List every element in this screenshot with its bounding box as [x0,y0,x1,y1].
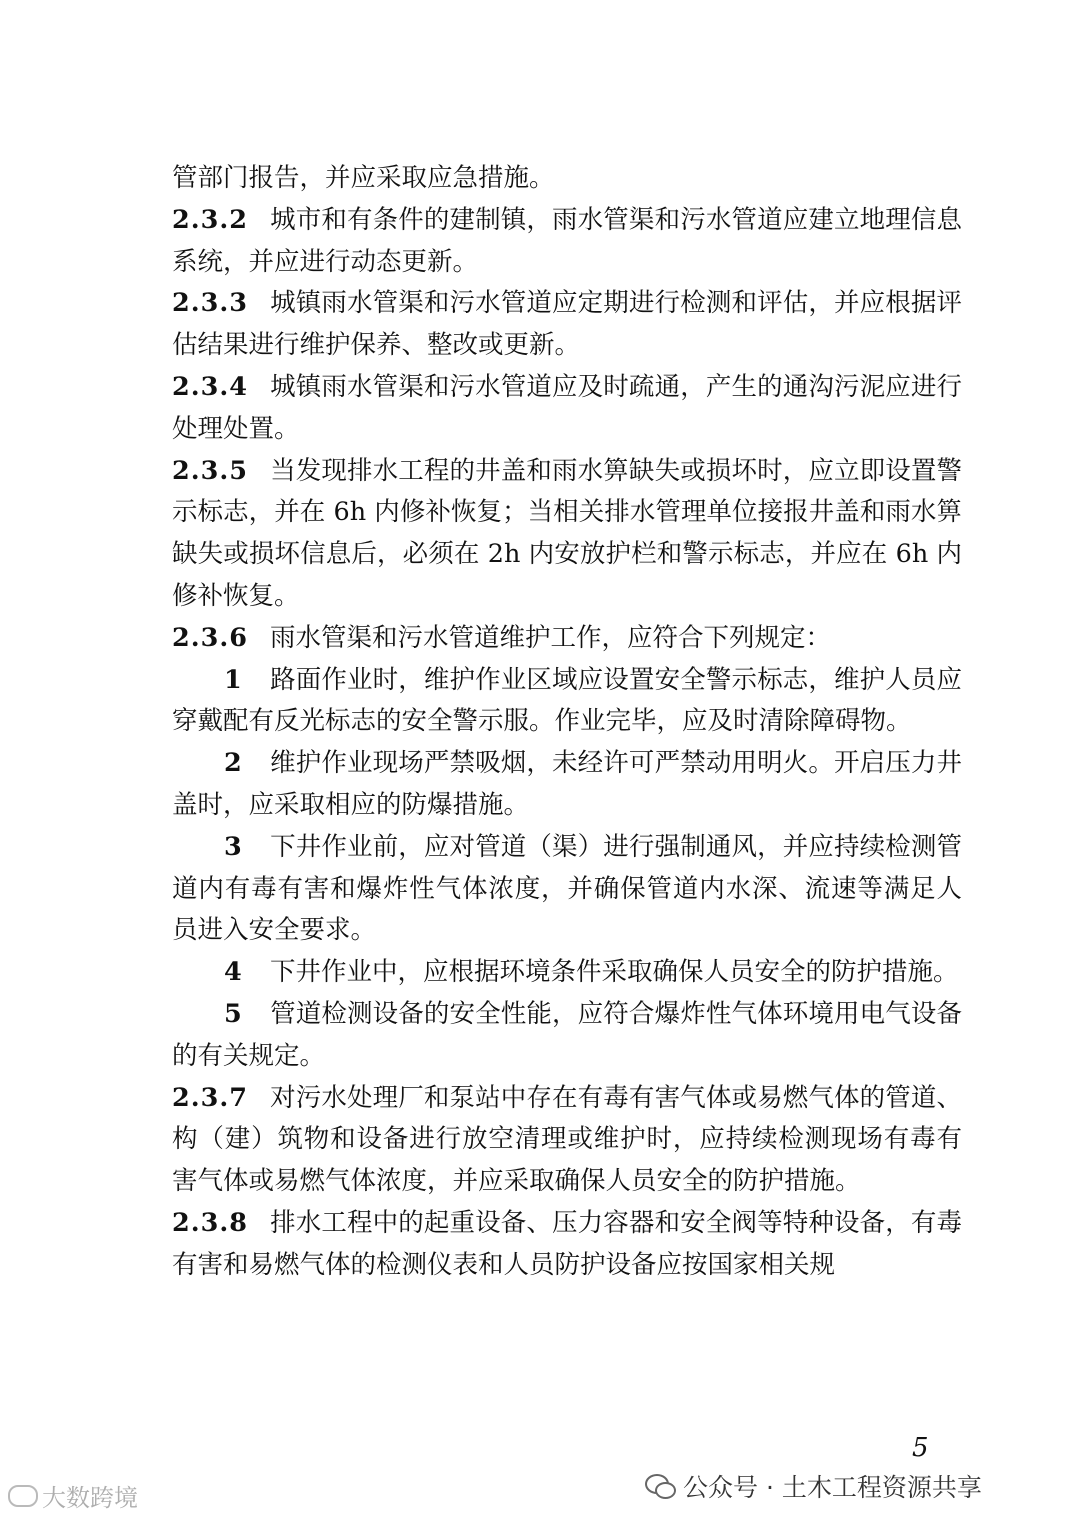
clause-2-3-3 [172,283,962,367]
item-number: 5 [224,998,242,1029]
clause-text: 雨水管渠和污水管道维护工作，应符合下列规定： [270,622,832,653]
watermark-text: 公众号 · 土木工程资源共享 [683,1473,982,1502]
clause-number: 2.3.5 [172,455,248,486]
clause-2-3-2 [172,200,962,284]
clause-text: 对污水处理厂和泵站中存在有毒有害气体或易燃气体的管道、构（建）筑物和设备进行放空清理或维护时，应持续检测现场有毒有害气体或易燃气体浓度，并应采取确保人员安全的防护措施。 [172,1082,962,1197]
clause-text: 城镇雨水管渠和污水管道应及时疏通，产生的通沟污泥应进行处理处置。 [172,371,962,444]
clause-2-3-5 [172,451,962,618]
item-number: 4 [224,957,242,988]
list-item [172,952,962,994]
clause-text: 排水工程中的起重设备、压力容器和安全阀等特种设备，有毒有害和易燃气体的检测仪表和人员防护设备应按国家相关规 [172,1207,962,1280]
list-item [172,994,962,1078]
clause-number: 2.3.7 [172,1082,248,1113]
item-text: 维护作业现场严禁吸烟，未经许可严禁动用明火。开启压力井盖时，应采取相应的防爆措施。 [172,748,962,820]
clause-2-3-6 [172,618,962,660]
paragraph-continuation: 管部门报告，并应采取应急措施。 [172,163,555,193]
wechat-icon [645,1474,675,1498]
clause-number: 2.3.8 [172,1207,248,1238]
item-number: 3 [224,831,242,862]
footer-watermark [645,1468,982,1504]
corner-watermark-text: 大数跨境 [42,1484,138,1512]
watermark-logo-icon [8,1485,38,1507]
clause-2-3-7 [172,1078,962,1203]
clause-2-3-4 [172,367,962,451]
item-number: 1 [224,664,242,695]
clause-number: 2.3.4 [172,371,248,402]
clause-text: 当发现排水工程的井盖和雨水箅缺失或损坏时，应立即设置警示标志，并在 6h 内修补恢复；当相关排水管理单位接报井盖和雨水箅缺失或损坏信息后，必须在 2h 内安放护栏和警示标志，并应在 6h 内修补恢复。 [172,455,962,611]
clause-number: 2.3.2 [172,204,248,235]
clause-text: 城镇雨水管渠和污水管道应定期进行检测和评估，并应根据评估结果进行维护保养、整改或更新。 [172,288,962,361]
item-text: 下井作业前，应对管道（渠）进行强制通风，并应持续检测管道内有毒有害和爆炸性气体浓度，并确保管道内水深、流速等满足人员进入安全要求。 [172,831,962,946]
item-number: 2 [224,748,242,779]
clause-2-3-8 [172,1203,962,1287]
clause-text: 城市和有条件的建制镇，雨水管渠和污水管道应建立地理信息系统，并应进行动态更新。 [172,204,962,277]
corner-watermark [8,1478,138,1513]
item-text: 路面作业时，维护作业区域应设置安全警示标志，维护人员应穿戴配有反光标志的安全警示服。作业完毕，应及时清除障碍物。 [172,664,962,737]
page-number: 5 [912,1433,929,1463]
item-text: 管道检测设备的安全性能，应符合爆炸性气体环境用电气设备的有关规定。 [172,998,962,1071]
list-item [172,660,962,744]
list-item [172,743,962,827]
body-text [172,158,962,1287]
clause-number: 2.3.6 [172,622,248,653]
clause-number: 2.3.3 [172,288,248,319]
item-text: 下井作业中，应根据环境条件采取确保人员安全的防护措施。 [270,957,959,988]
list-item [172,827,962,952]
